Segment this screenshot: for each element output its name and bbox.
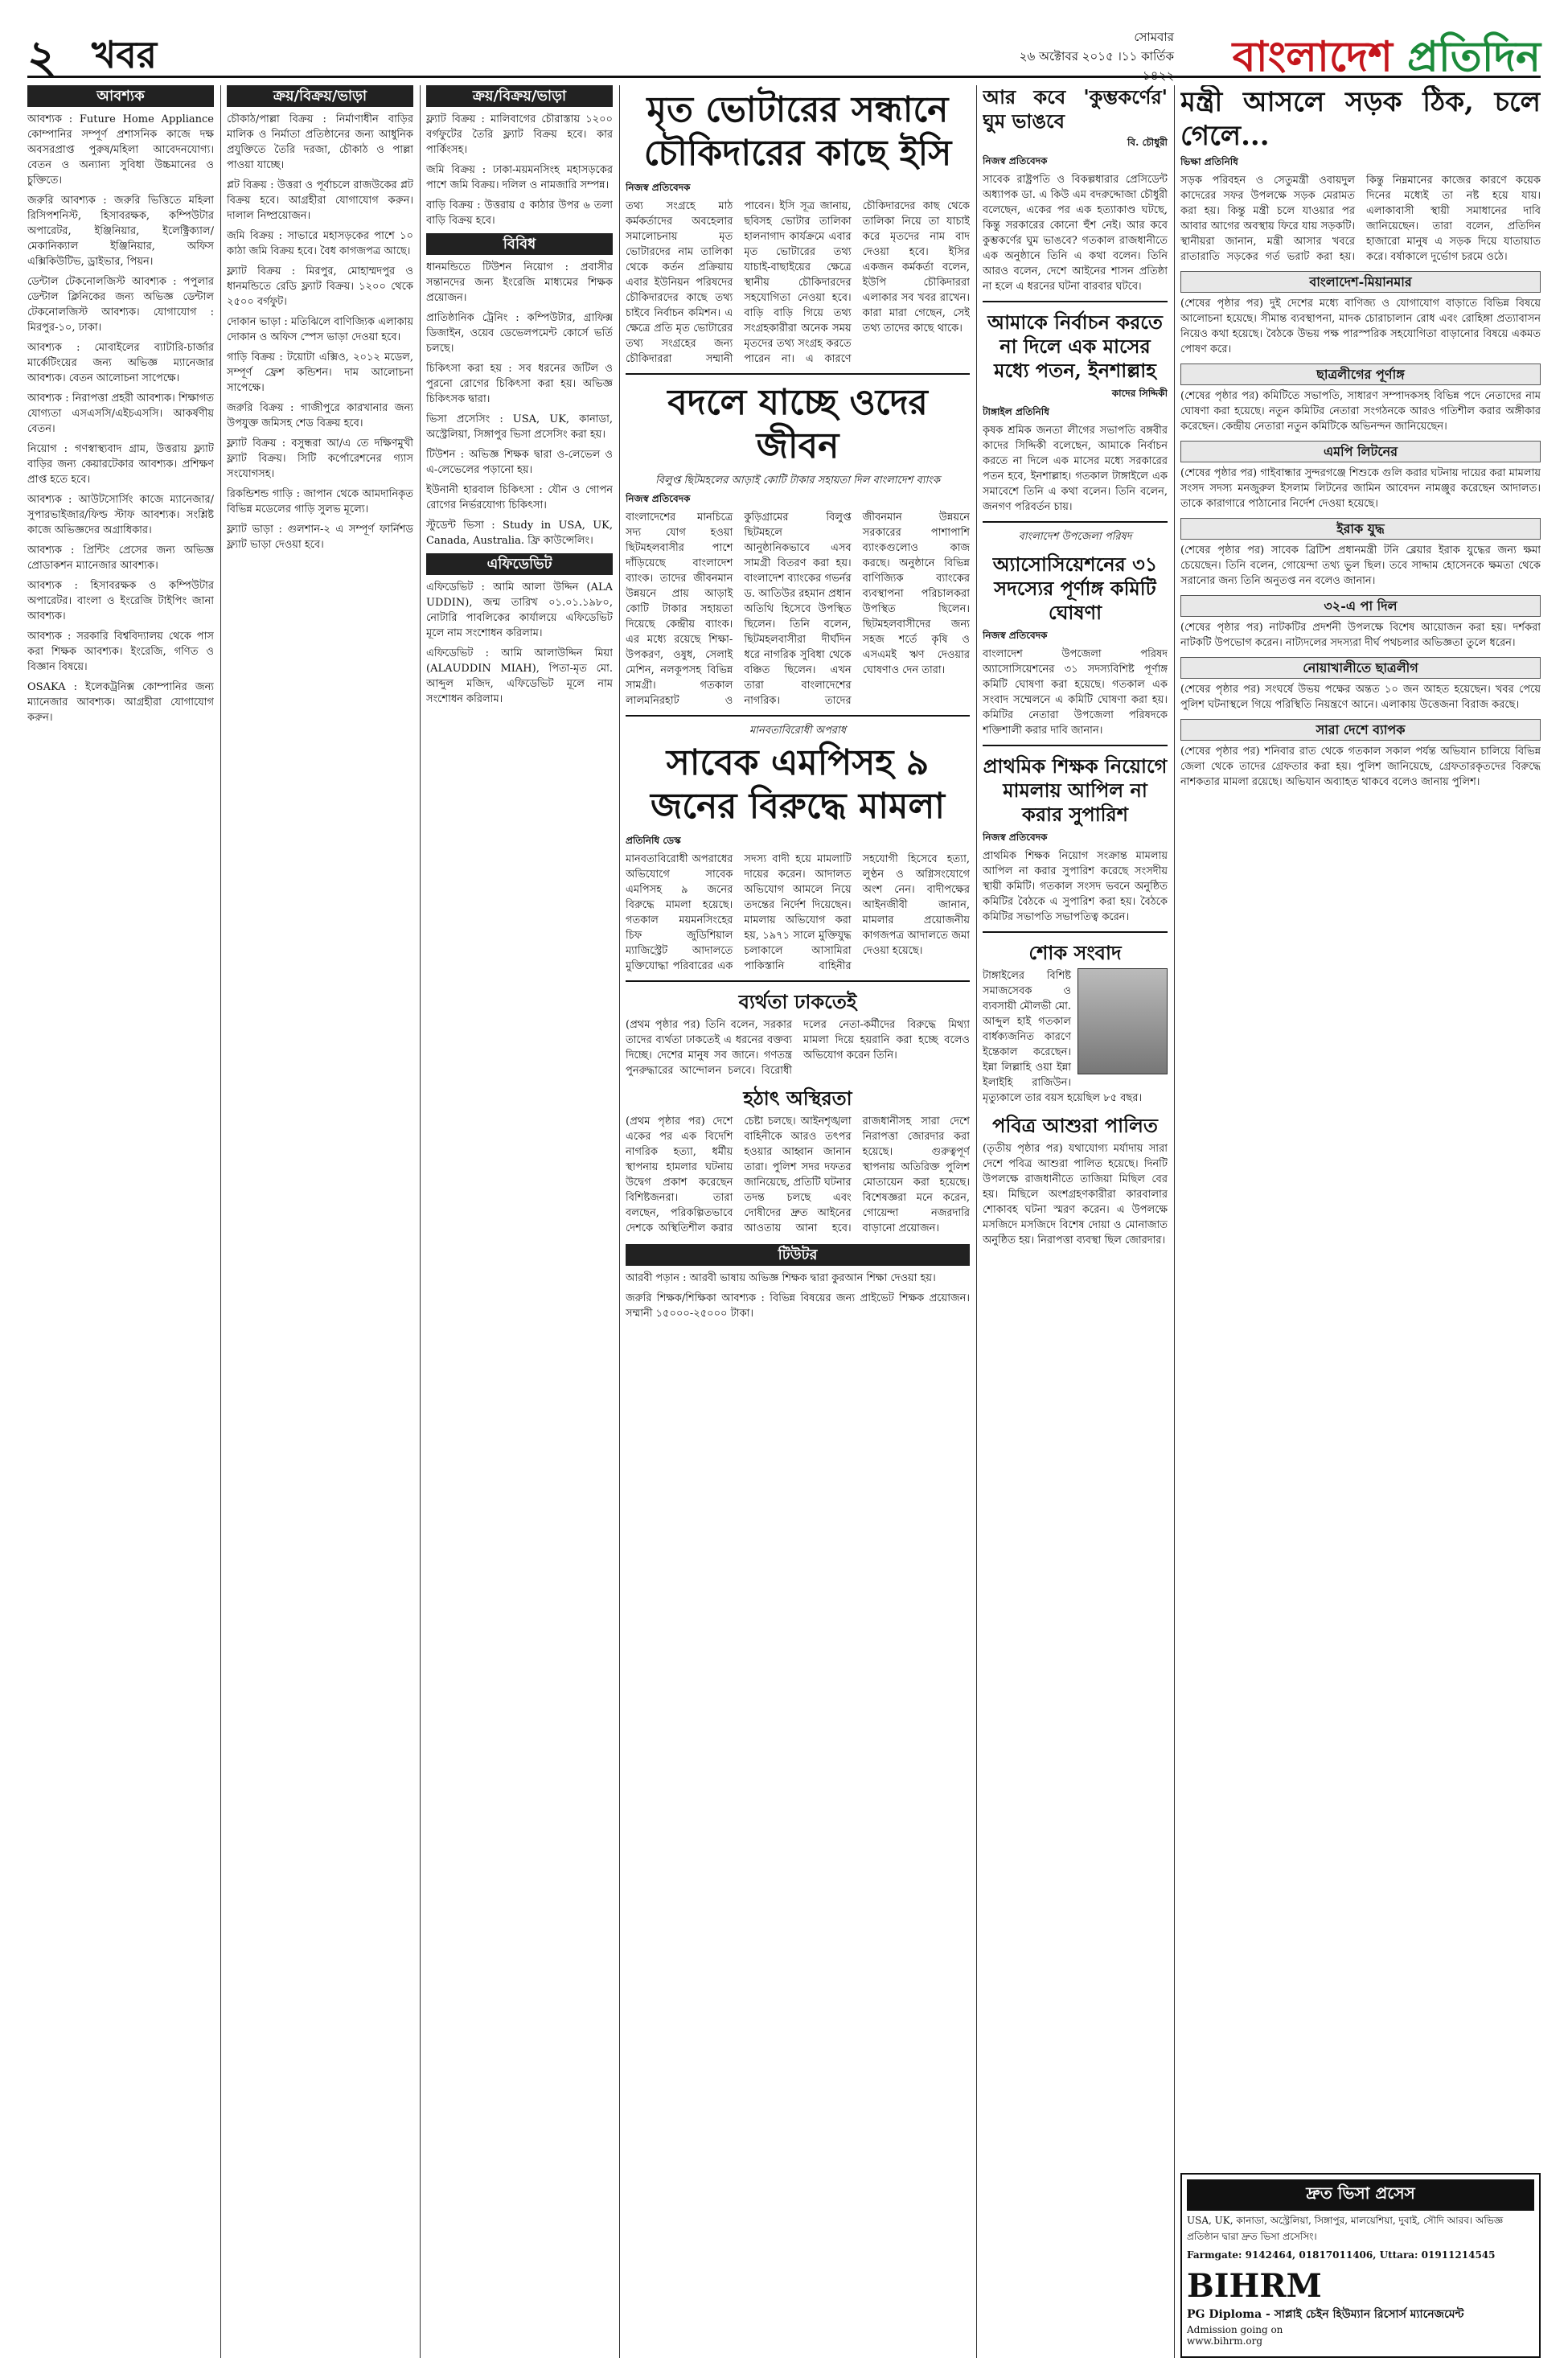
continuation-body: (শেষের পৃষ্ঠার পর) সংঘর্ষে উভয় পক্ষের অন্তত ১০ জন আহত হয়েছেন। খবর পেয়ে পুলিশ ঘটনাস্থলে গিয়ে পরিস্থিতি নিয়ন্ত্রণে আনে। এলাকায় উত্তেজনা বিরাজ করছে। [1180, 684, 1541, 711]
headline-case: সাবেক এমপিসহ ৯ জনের বিরুদ্ধে মামলা [650, 742, 946, 827]
classified-item: জরুরি আবশ্যক : জরুরি ভিত্তিতে মহিলা রিসিপশনিস্ট, হিসাবরক্ষক, কম্পিউটার অপারেটর, ইঞ্জিনিয়ার, ইলেক্ট্রিক্যাল/মেকানিক্যাল ইঞ্জিনিয়ার, অফিস এক্সিকিউটিভ, ড্রাইভার, পিয়ন। [27, 195, 214, 268]
classified-item: আবশ্যক : প্রিন্টিং প্রেসের জন্য অভিজ্ঞ প্রোডাকশন ম্যানেজার আবশ্যক। [27, 544, 214, 572]
continuation-body: (শেষের পৃষ্ঠার পর) গাইবান্ধার সুন্দরগঞ্জে শিশুকে গুলি করার ঘটনায় দায়ের করা মামলায় সংসদ সদস্য মনজুরুল ইসলাম লিটনের জামিন আবেদন নামঞ্জুর করেছেন আদালত। তাকে কারাগারে পাঠানোর নির্দেশ দেওয়া হয়েছে। [1180, 467, 1541, 510]
classified-item: ফ্ল্যাট বিক্রয় : মিরপুর, মোহাম্মদপুর ও ধানমন্ডিতে রেডি ফ্ল্যাট বিক্রয়। ১২০০ থেকে ২৫০০ বর্গফুট। [227, 265, 413, 308]
visa-banner-body: USA, UK, কানাডা, অস্ট্রেলিয়া, সিঙ্গাপুর, মালয়েশিয়া, দুবাই, সৌদি আরব। অভিজ্ঞ প্রতিষ্ঠান দ্বারা দ্রুত ভিসা প্রসেসিং। [1187, 2215, 1504, 2242]
continuation-body: (শেষের পৃষ্ঠার পর) সাবেক ব্রিটিশ প্রধানমন্ত্রী টনি ব্লেয়ার ইরাক যুদ্ধের জন্য ক্ষমা চেয়েছেন। তিনি বলেন, গোয়েন্দা তথ্য ভুল ছিল। তবে সাদ্দাম হোসেনকে ক্ষমতা থেকে সরানোর জন্য তিনি অনুতপ্ত নন বলেও জানান। [1180, 544, 1541, 587]
body-islamullah: কৃষক শ্রমিক জনতা লীগের সভাপতি বঙ্গবীর কাদের সিদ্দিকী বলেছেন, আমাকে নির্বাচন করতে না দিলে এক মাসের মধ্যে সরকারের পতন হবে, ইনশাল্লাহ। গতকাল টাঙ্গাইলে এক সমাবেশে তিনি এ কথা বলেন। তিনি বলেন, জনগণ পরিবর্তন চায়। [983, 425, 1168, 513]
byline-islamullah: টাঙ্গাইল প্রতিনিধি [983, 406, 1049, 417]
continuation-head: ছাত্রলীগের পূর্ণাঙ্গ [1180, 363, 1541, 385]
paper-logo-green: প্রতিদিন [1407, 32, 1541, 81]
classified-item: নিয়োগ : গণস্বাস্থ্যবাদ গ্রাম, উত্তরায় ফ্ল্যাট বাড়ির জন্য কেয়ারটেকার আবশ্যক। প্রশিক্ষণ প্রাপ্ত হতে হবে। [27, 443, 214, 486]
classified-list-2 [227, 112, 413, 552]
subhead-lives: বিলুপ্ত ছিটমহলের আড়াই কোটি টাকার সহায়তা দিল বাংলাদেশ ব্যাংক [655, 474, 940, 487]
rule [983, 301, 1168, 302]
right-news-col [1180, 85, 1541, 2165]
body-committee: বাংলাদেশ উপজেলা পরিষদ অ্যাসোসিয়েশনের ৩১ সদস্যবিশিষ্ট পূর্ণাঙ্গ কমিটি ঘোষণা করা হয়েছে। গতকাল এক সংবাদ সম্মেলনে এ কমিটি ঘোষণা করা হয়। কমিটির নেতারা উপজেলা পরিষদকে শক্তিশালী করার দাবি জানান। [983, 648, 1168, 737]
continuation-head: ইরাক যুদ্ধ [1180, 518, 1541, 540]
kicker-committee: বাংলাদেশ উপজেলা পরিষদ [1018, 531, 1132, 543]
classified-item: প্রাতিষ্ঠানিক ট্রেনিং : কম্পিউটার, গ্রাফিক্স ডিজাইন, ওয়েব ডেভেলপমেন্ট কোর্সে ভর্তি চলছে। [426, 312, 613, 355]
classified-item: চৌকাঠ/পাল্লা বিক্রয় : নির্মাণাধীন বাড়ির মালিক ও নির্মাতা প্রতিষ্ঠানের জন্য আধুনিক প্রযুক্তিতে তৈরি দরজা, চৌকাঠ ও পাল্লা পাওয়া যাচ্ছে। [227, 113, 413, 171]
headline-dhaka: ব্যর্থতা ঢাকতেই [738, 990, 857, 1013]
headline-obituary: শোক সংবাদ [1028, 941, 1122, 964]
rule [983, 745, 1168, 746]
ad-banner [1180, 2173, 1541, 2358]
classified-item: আবশ্যক : হিসাবরক্ষক ও কম্পিউটার অপারেটর। বাংলা ও ইংরেজি টাইপিং জানা আবশ্যক। [27, 580, 214, 622]
continuation-head: ৩২-এ পা দিল [1180, 595, 1541, 617]
byline-voters: নিজস্ব প্রতিবেদক [626, 182, 691, 193]
classified-list-misc [426, 260, 613, 548]
rule [626, 373, 970, 375]
rule [983, 931, 1168, 933]
classified-item: OSAKA : ইলেকট্রনিক্স কোম্পানির জন্য ম্যানেজার আবশ্যক। আগ্রহীরা যোগাযোগ করুন। [27, 681, 214, 724]
continuation-body: (শেষের পৃষ্ঠার পর) নাটকটির প্রদর্শনী উপলক্ষে বিশেষ আয়োজন করা হয়। দর্শকরা নাটকটি উপভোগ করেন। নাট্যদলের সদস্যরা দীর্ঘ পথচলার অভিজ্ঞতা তুলে ধরেন। [1180, 622, 1541, 649]
classified-col-2 [227, 85, 413, 2358]
tutor-list [626, 1271, 970, 1321]
paper-logo [1233, 24, 1541, 94]
byline-teachers: নিজস্ব প্রতিবেদক [983, 832, 1048, 843]
classified-item: জরুরি বিক্রয় : গাজীপুরে কারখানার জন্য উপযুক্ত জমিসহ শেড বিক্রয় হবে। [227, 402, 413, 429]
continuation-head: বাংলাদেশ-মিয়ানমার [1180, 271, 1541, 293]
bihrm-admission: Admission going on [1187, 2324, 1283, 2335]
classified-item: ফ্ল্যাট বিক্রয় : মালিবাগের চৌরাস্তায় ১২০০ বর্গফুটের তৈরি ফ্ল্যাট বিক্রয় হবে। কার পার্কিংসহ। [426, 113, 613, 156]
author-islamullah: কাদের সিদ্দিকী [1111, 388, 1168, 399]
classified-item: আবশ্যক : নিরাপত্তা প্রহরী আবশ্যক। শিক্ষাগত যোগ্যতা এসএসসি/এইচএসসি। আকর্ষণীয় বেতন। [27, 392, 214, 435]
classified-item: আবশ্যক : Future Home Appliance কোম্পানির সম্পূর্ণ প্রশাসনিক কাজে দক্ষ অবসরপ্রাপ্ত পুরুষ/মহিলা আবেদনযোগ্য। বেতন ও অন্যান্য সুবিধা উচ্চমানের ও চুক্তিতে। [27, 113, 214, 187]
classified-col-3 [426, 85, 613, 2358]
headline-unrest: হঠাৎ অস্থিরতা [743, 1086, 852, 1110]
byline-minister: ভিক্ষা প্রতিনিধি [1180, 156, 1238, 167]
headline-ashura: পবিত্র আশুরা পালিত [992, 1114, 1158, 1137]
divider [976, 85, 977, 2358]
kicker-case: মানবতাবিরোধী অপরাধ [749, 725, 847, 737]
classified-item: রিকন্ডিশন্ড গাড়ি : জাপান থেকে আমদানিকৃত বিভিন্ন মডেলের গাড়ি সুলভ মূল্যে। [227, 488, 413, 515]
classified-head-misc: বিবিধ [426, 233, 613, 255]
divider [1174, 85, 1175, 2358]
page-grid [27, 85, 1541, 2358]
classified-head-2: ক্রয়/বিক্রয়/ভাড়া [227, 85, 413, 107]
bihrm-subtitle: PG Diploma - সাপ্লাই চেইন হিউম্যান রিসোর্স ম্যানেজমেন্ট [1187, 2308, 1464, 2321]
bihrm-web: www.bihrm.org [1187, 2335, 1263, 2347]
bihrm-contacts: Farmgate: 9142464, 01817011406, Uttara: 01911214545 [1187, 2249, 1496, 2261]
body-obituary: টাঙ্গাইলের বিশিষ্ট সমাজসেবক ও ব্যবসায়ী মৌলভী মো. আব্দুল হাই গতকাল বার্ধক্যজনিত কারণে ইন্তেকাল করেছেন। ইন্না লিল্লাহি ওয়া ইন্না ইলাইহি রাজিউন। মৃত্যুকালে তার বয়স হয়েছিল ৮৫ বছর। [983, 970, 1143, 1104]
page-number: ২ [27, 31, 57, 84]
classified-item: জরুরি শিক্ষক/শিক্ষিকা আবশ্যক : বিভিন্ন বিষয়ের জন্য প্রাইভেট শিক্ষক প্রয়োজন। সম্মানী ১৫০০০-২৫০০০ টাকা। [626, 1292, 970, 1320]
rule [626, 715, 970, 717]
classified-item: গাড়ি বিক্রয় : টয়োটা এক্সিও, ২০১২ মডেল, সম্পূর্ণ ফ্রেশ কন্ডিশন। দাম আলোচনা সাপেক্ষে। [227, 351, 413, 394]
byline-committee: নিজস্ব প্রতিবেদক [983, 630, 1048, 641]
continuation-head: নোয়াখালীতে ছাত্রলীগ [1180, 657, 1541, 679]
side-news-col [983, 85, 1168, 2358]
classified-item: চিকিৎসা করা হয় : সব ধরনের জটিল ও পুরনো রোগের চিকিৎসা করা হয়। অভিজ্ঞ চিকিৎসক দ্বারা। [426, 363, 613, 405]
headline-islamullah: আমাকে নির্বাচন করতে না দিলে এক মাসের মধ্যে পতন, ইনশাল্লাহ [987, 310, 1163, 382]
byline-lives: নিজস্ব প্রতিবেদক [626, 493, 691, 504]
kicker-kumbhakarna: আর কবে 'কুম্ভকর্ণের' ঘুম ভাঙবে [983, 85, 1168, 133]
date-label: ২৬ অক্টোবর ২০১৫ ।১১ কার্তিক ১৪২২ [1019, 49, 1174, 83]
byline-kumbhakarna: নিজস্ব প্রতিবেদক [983, 155, 1048, 166]
classified-list-1 [27, 112, 214, 725]
continuation-body: (শেষের পৃষ্ঠার পর) শনিবার রাত থেকে গতকাল সকাল পর্যন্ত অভিযান চালিয়ে বিভিন্ন জেলা থেকে তাদের গ্রেফতার করা হয়। পুলিশ জানিয়েছে, গ্রেফতারকৃতদের বিরুদ্ধে নাশকতার মামলা রয়েছে। অভিযান অব্যাহত থাকবে বলেও জানায় পুলিশ। [1180, 745, 1541, 788]
classified-item: আবশ্যক : আউটসোর্সিং কাজে ম্যানেজার/সুপারভাইজার/ফিল্ড স্টাফ আবশ্যক। সংশ্লিষ্ট কাজে অভিজ্ঞদের অগ্রাধিকার। [27, 494, 214, 536]
date-box [1002, 27, 1174, 85]
classified-item: প্লট বিক্রয় : উত্তরা ও পূর্বাচলে রাজউকের প্লট বিক্রয় হবে। আগ্রহীরা যোগাযোগ করুন। দালাল নিষ্প্রয়োজন। [227, 179, 413, 222]
visa-banner-head: দ্রুত ভিসা প্রসেস [1187, 2179, 1534, 2211]
classified-list-3 [426, 112, 613, 228]
body-unrest: (প্রথম পৃষ্ঠার পর) দেশে একের পর এক বিদেশি নাগরিক হত্যা, ধর্মীয় স্থাপনায় হামলার ঘটনায় উদ্বেগ প্রকাশ করেছেন বিশিষ্টজনরা। তারা বলছেন, পরিকল্পিতভাবে দেশকে অস্থিতিশীল করার চেষ্টা চলছে। আইনশৃঙ্খলা বাহিনীকে আরও তৎপর হওয়ার আহ্বান জানান তারা। পুলিশ সদর দফতর জানিয়েছে, প্রতিটি ঘটনার তদন্ত চলছে এবং দোষীদের দ্রুত আইনের আওতায় আনা হবে। রাজধানীসহ সারা দেশে নিরাপত্তা জোরদার করা হয়েছে। গুরুত্বপূর্ণ স্থাপনায় অতিরিক্ত পুলিশ মোতায়েন করা হয়েছে। বিশেষজ্ঞরা মনে করেন, গোয়েন্দা নজরদারি বাড়ানো প্রয়োজন। [626, 1115, 970, 1234]
classified-item: ইউনানী হারবাল চিকিৎসা : যৌন ও গোপন রোগের নির্ভরযোগ্য চিকিৎসা। [426, 484, 613, 511]
classified-list-affidavit [426, 580, 613, 707]
continuation-body: (শেষের পৃষ্ঠার পর) কমিটিতে সভাপতি, সাধারণ সম্পাদকসহ বিভিন্ন পদে নেতাদের নাম ঘোষণা করা হয়েছে। নতুন কমিটির নেতারা সংগঠনকে আরও গতিশীল করার অঙ্গীকার করেছেন। কেন্দ্রীয় নেতারা নতুন কমিটিকে অভিনন্দন জানিয়েছেন। [1180, 390, 1541, 433]
body-dhaka: (প্রথম পৃষ্ঠার পর) তিনি বলেন, সরকার তাদের ব্যর্থতা ঢাকতেই এ ধরনের বক্তব্য দিচ্ছে। দেশের মানুষ সব জানে। গণতন্ত্র পুনরুদ্ধারের আন্দোলন চলবে। বিরোধী দলের নেতা-কর্মীদের বিরুদ্ধে মিথ্যা মামলা দিয়ে হয়রানি করা হচ্ছে বলেও অভিযোগ করেন তিনি। [626, 1019, 970, 1077]
classified-item: আবশ্যক : সরকারি বিশ্ববিদ্যালয় থেকে পাস করা শিক্ষক আবশ্যক। ইংরেজি, গণিত ও বিজ্ঞান বিষয়ে। [27, 630, 214, 673]
obituary-photo [1077, 968, 1168, 1074]
continuations [1180, 271, 1541, 790]
classified-head-affidavit: এফিডেভিট [426, 553, 613, 575]
classified-item: স্টুডেন্ট ভিসা : Study in USA, UK, Canada, Australia. ফ্রি কাউন্সেলিং। [426, 520, 613, 547]
body-case: মানবতাবিরোধী অপরাধের অভিযোগে সাবেক এমপিসহ ৯ জনের বিরুদ্ধে মামলা হয়েছে। গতকাল ময়মনসিংহের চিফ জুডিশিয়াল ম্যাজিস্ট্রেট আদালতে মুক্তিযোদ্ধা পরিবারের এক সদস্য বাদী হয়ে মামলাটি দায়ের করেন। আদালত অভিযোগ আমলে নিয়ে তদন্তের নির্দেশ দিয়েছেন। মামলায় অভিযোগ করা হয়, ১৯৭১ সালে মুক্তিযুদ্ধ চলাকালে আসামিরা পাকিস্তানি বাহিনীর সহযোগী হিসেবে হত্যা, লুণ্ঠন ও অগ্নিসংযোগে অংশ নেন। বাদীপক্ষের আইনজীবী জানান, মামলার প্রয়োজনীয় কাগজপত্র আদালতে জমা দেওয়া হয়েছে। [626, 853, 970, 972]
classified-item: ডেন্টাল টেকনোলজিস্ট আবশ্যক : পপুলার ডেন্টাল ক্লিনিকের জন্য অভিজ্ঞ ডেন্টাল টেকনোলজিস্ট আবশ্যক। যোগাযোগ : মিরপুর-১০, ঢাকা। [27, 276, 214, 334]
classified-item: টিউশন : অভিজ্ঞ শিক্ষক দ্বারা ও-লেভেল ও এ-লেভেলের পড়ানো হয়। [426, 449, 613, 476]
divider [619, 85, 620, 2358]
body-teachers: প্রাথমিক শিক্ষক নিয়োগ সংক্রান্ত মামলায় আপিল না করার সুপারিশ করেছে সংসদীয় স্থায়ী কমিটি। গতকাল সংসদ ভবনে অনুষ্ঠিত কমিটির বৈঠকে এ সুপারিশ করা হয়। বৈঠকে কমিটির সভাপতি সভাপতিত্ব করেন। [983, 850, 1168, 923]
continuation-body: (শেষের পৃষ্ঠার পর) দুই দেশের মধ্যে বাণিজ্য ও যোগাযোগ বাড়াতে বিভিন্ন বিষয়ে আলোচনা হয়েছে। সীমান্ত ব্যবস্থাপনা, মাদক চোরাচালান রোধ এবং রোহিঙ্গা প্রত্যাবাসন নিয়েও কথা হয়েছে। বৈঠকে উভয় পক্ষ পারস্পরিক সহযোগিতা বাড়ানোর বিষয়ে একমত পোষণ করে। [1180, 298, 1541, 355]
byline-case: প্রতিনিধি ডেস্ক [626, 835, 681, 846]
classified-item: এফিডেভিট : আমি আলাউদ্দিন মিয়া (ALAUDDIN MIAH), পিতা-মৃত মো. আব্দুল মজিদ, এফিডেভিট মূলে নাম সংশোধন করিলাম। [426, 647, 613, 705]
continuation-head: এমপি লিটনের [1180, 441, 1541, 462]
body-lives: বাংলাদেশের মানচিত্রে সদ্য যোগ হওয়া ছিটমহলবাসীর পাশে দাঁড়িয়েছে বাংলাদেশ ব্যাংক। তাদের জীবনমান উন্নয়নে প্রায় আড়াই কোটি টাকার সহায়তা দিয়েছে কেন্দ্রীয় ব্যাংক। এর মধ্যে রয়েছে শিক্ষা-উপকরণ, ওষুধ, সেলাই মেশিন, নলকূপসহ বিভিন্ন সামগ্রী। গতকাল লালমনিরহাট ও কুড়িগ্রামের বিলুপ্ত ছিটমহলে আনুষ্ঠানিকভাবে এসব সামগ্রী বিতরণ করা হয়। বাংলাদেশ ব্যাংকের গভর্নর ড. আতিউর রহমান প্রধান অতিথি হিসেবে উপস্থিত ছিলেন। তিনি বলেন, ছিটমহলবাসীরা দীর্ঘদিন ধরে নাগরিক সুবিধা থেকে বঞ্চিত ছিলেন। এখন তারা বাংলাদেশের নাগরিক। তাদের জীবনমান উন্নয়নে সরকারের পাশাপাশি ব্যাংকগুলোও কাজ করছে। অনুষ্ঠানে বিভিন্ন বাণিজ্যিক ব্যাংকের ব্যবস্থাপনা পরিচালকরা উপস্থিত ছিলেন। ছিটমহলবাসীদের জন্য সহজ শর্তে কৃষি ও এসএমই ঋণ দেওয়ার ঘোষণাও দেন তারা। [626, 511, 970, 707]
classified-item: ফ্ল্যাট বিক্রয় : বসুন্ধরা আ/এ তে দক্ষিণমুখী ফ্ল্যাট বিক্রয়। সিটি কর্পোরেশনের গ্যাস সংযোগসহ। [227, 437, 413, 480]
bihrm-brand: BIHRM [1187, 2267, 1322, 2305]
divider [220, 85, 221, 2358]
day-label: সোমবার [1134, 30, 1174, 44]
body-ashura: (তৃতীয় পৃষ্ঠার পর) যথাযোগ্য মর্যাদায় সারা দেশে পবিত্র আশুরা পালিত হয়েছে। দিনটি উপলক্ষে রাজধানীতে তাজিয়া মিছিল বের হয়। মিছিলে অংশগ্রহণকারীরা কারবালার শোকাবহ ঘটনা স্মরণ করেন। এ উপলক্ষে মসজিদে মসজিদে বিশেষ দোয়া ও মোনাজাত অনুষ্ঠিত হয়। নিরাপত্তা ব্যবস্থা ছিল জোরদার। [983, 1143, 1168, 1247]
headline-teachers: প্রাথমিক শিক্ষক নিয়োগে মামলায় আপিল না করার সুপারিশ [983, 754, 1168, 826]
rule [983, 521, 1168, 523]
headline-committee: অ্যাসোসিয়েশনের ৩১ সদস্যের পূর্ণাঙ্গ কমিটি ঘোষণা [992, 552, 1158, 624]
classified-head-3: ক্রয়/বিক্রয়/ভাড়া [426, 85, 613, 107]
classified-item: ফ্ল্যাট ভাড়া : গুলশান-২ এ সম্পূর্ণ ফার্নিশড ফ্ল্যাট ভাড়া দেওয়া হবে। [227, 524, 413, 551]
masthead [27, 19, 1541, 84]
author-kumbhakarna: বি. চৌধুরী [1127, 137, 1168, 148]
classified-item: ধানমন্ডিতে টিউশন নিয়োগ : প্রবাসীর সন্তানদের জন্য ইংরেজি মাধ্যমের শিক্ষক প্রয়োজন। [426, 261, 613, 304]
headline-lives: বদলে যাচ্ছে ওদের জীবন [667, 382, 928, 466]
classified-item: জমি বিক্রয় : সাভারে মহাসড়কের পাশে ১০ কাঠা জমি বিক্রয় হবে। বৈধ কাগজপত্র আছে। [227, 230, 413, 257]
section-title: খবর [92, 33, 158, 76]
classified-item: দোকান ভাড়া : মতিঝিলে বাণিজ্যিক এলাকায় দোকান ও অফিস স্পেস ভাড়া দেওয়া হবে। [227, 316, 413, 343]
paper-logo-red: বাংলাদেশ [1232, 32, 1408, 81]
classified-item: আবশ্যক : মোবাইলের ব্যাটারি-চার্জার মার্কেটিংয়ের জন্য অভিজ্ঞ ম্যানেজার আবশ্যক। বেতন আলোচনা সাপেক্ষে। [27, 342, 214, 384]
classified-col-1 [27, 85, 214, 2358]
classified-item: বাড়ি বিক্রয় : উত্তরায় ৫ কাঠার উপর ৬ তলা বাড়ি বিক্রয় হবে। [426, 199, 613, 227]
classified-item: জমি বিক্রয় : ঢাকা-ময়মনসিংহ মহাসড়কের পাশে জমি বিক্রয়। দলিল ও নামজারি সম্পন্ন। [426, 164, 613, 191]
headline-minister: মন্ত্রী আসলে সড়ক ঠিক, চলে গেলে... [1180, 86, 1541, 152]
classified-head-1: আবশ্যক [27, 85, 214, 107]
body-kumbhakarna: সাবেক রাষ্ট্রপতি ও বিকল্পধারার প্রেসিডেন্ট অধ্যাপক ডা. এ কিউ এম বদরুদ্দোজা চৌধুরী বলেছেন, একের পর এক হত্যাকাণ্ড ঘটছে, কিন্তু সরকারের কোনো হুঁশ নেই। আর কবে কুম্ভকর্ণের ঘুম ভাঙবে? গতকাল রাজধানীতে এক অনুষ্ঠানে তিনি এ কথা বলেন। তিনি আরও বলেন, দেশে আইনের শাসন প্রতিষ্ঠা না হলে এ ধরনের ঘটনা বারবার ঘটবে। [983, 174, 1168, 293]
classified-item: এফিডেভিট : আমি আলা উদ্দিন (ALA UDDIN), জন্ম তারিখ ০১.০১.১৯৮০, নোটারি পাবলিকের কার্যালয়ে এফিডেভিট মূলে নাম সংশোধন করিলাম। [426, 581, 613, 639]
divider [420, 85, 421, 2358]
classified-item: ভিসা প্রসেসিং : USA, UK, কানাডা, অস্ট্রেলিয়া, সিঙ্গাপুর ভিসা প্রসেসিং করা হয়। [426, 413, 613, 441]
body-minister: সড়ক পরিবহন ও সেতুমন্ত্রী ওবায়দুল কাদেরের সফর উপলক্ষে সড়ক মেরামত করা হয়। কিন্তু মন্ত্রী চলে যাওয়ার পর আবার আগের অবস্থায় ফিরে যায় সড়কটি। স্থানীয়রা জানান, মন্ত্রী আসার খবরে রাতারাতি সড়কের গর্ত ভরাট করা হয়। কিন্তু নিম্নমানের কাজের কারণে কয়েক দিনের মধ্যেই তা নষ্ট হয়ে যায়। এলাকাবাসী স্থায়ী সমাধানের দাবি জানিয়েছেন। তারা বলেন, প্রতিদিন হাজারো মানুষ এ সড়ক দিয়ে যাতায়াত করে। বর্ষাকালে দুর্ভোগ চরমে ওঠে। [1180, 175, 1541, 263]
continuation-head: সারা দেশে ব্যাপক [1180, 719, 1541, 741]
body-voters: তথ্য সংগ্রহে মাঠ কর্মকর্তাদের অবহেলার সমালোচনায় মৃত ভোটারদের নাম তালিকা থেকে কর্তন প্রক্রিয়ায় এবার ইউনিয়ন পরিষদের চৌকিদারদের কাছে তথ্য চাইবে নির্বাচন কমিশন। এ ক্ষেত্রে প্রতি মৃত ভোটারের তথ্য সংগ্রহের জন্য চৌকিদাররা সম্মানী পাবেন। ইসি সূত্র জানায়, ছবিসহ ভোটার তালিকা হালনাগাদ কার্যক্রমে এবার মৃত ভোটারের তথ্য যাচাই-বাছাইয়ের ক্ষেত্রে স্থানীয় চৌকিদারদের সহযোগিতা নেওয়া হবে। বাড়ি বাড়ি গিয়ে তথ্য সংগ্রহকারীরা অনেক সময় মৃতদের তথ্য সংগ্রহ করতে পারেন না। এ কারণে চৌকিদারদের কাছ থেকে তালিকা নিয়ে তা যাচাই করে মৃতদের নাম বাদ দেওয়া হবে। ইসির একজন কর্মকর্তা বলেন, ইউপি চৌকিদাররা এলাকার সব খবর রাখেন। কারা মারা গেছেন, সেই তথ্য তাদের কাছে থাকে। [626, 200, 970, 365]
tutor-head: টিউটর [626, 1244, 970, 1266]
classified-item: আরবী পড়ান : আরবী ভাষায় অভিজ্ঞ শিক্ষক দ্বারা কুরআন শিক্ষা দেওয়া হয়। [626, 1272, 936, 1284]
main-news-col [626, 85, 970, 2358]
rule [626, 980, 970, 982]
headline-voters: মৃত ভোটারের সন্ধানে চৌকিদারের কাছে ইসি [643, 89, 952, 174]
